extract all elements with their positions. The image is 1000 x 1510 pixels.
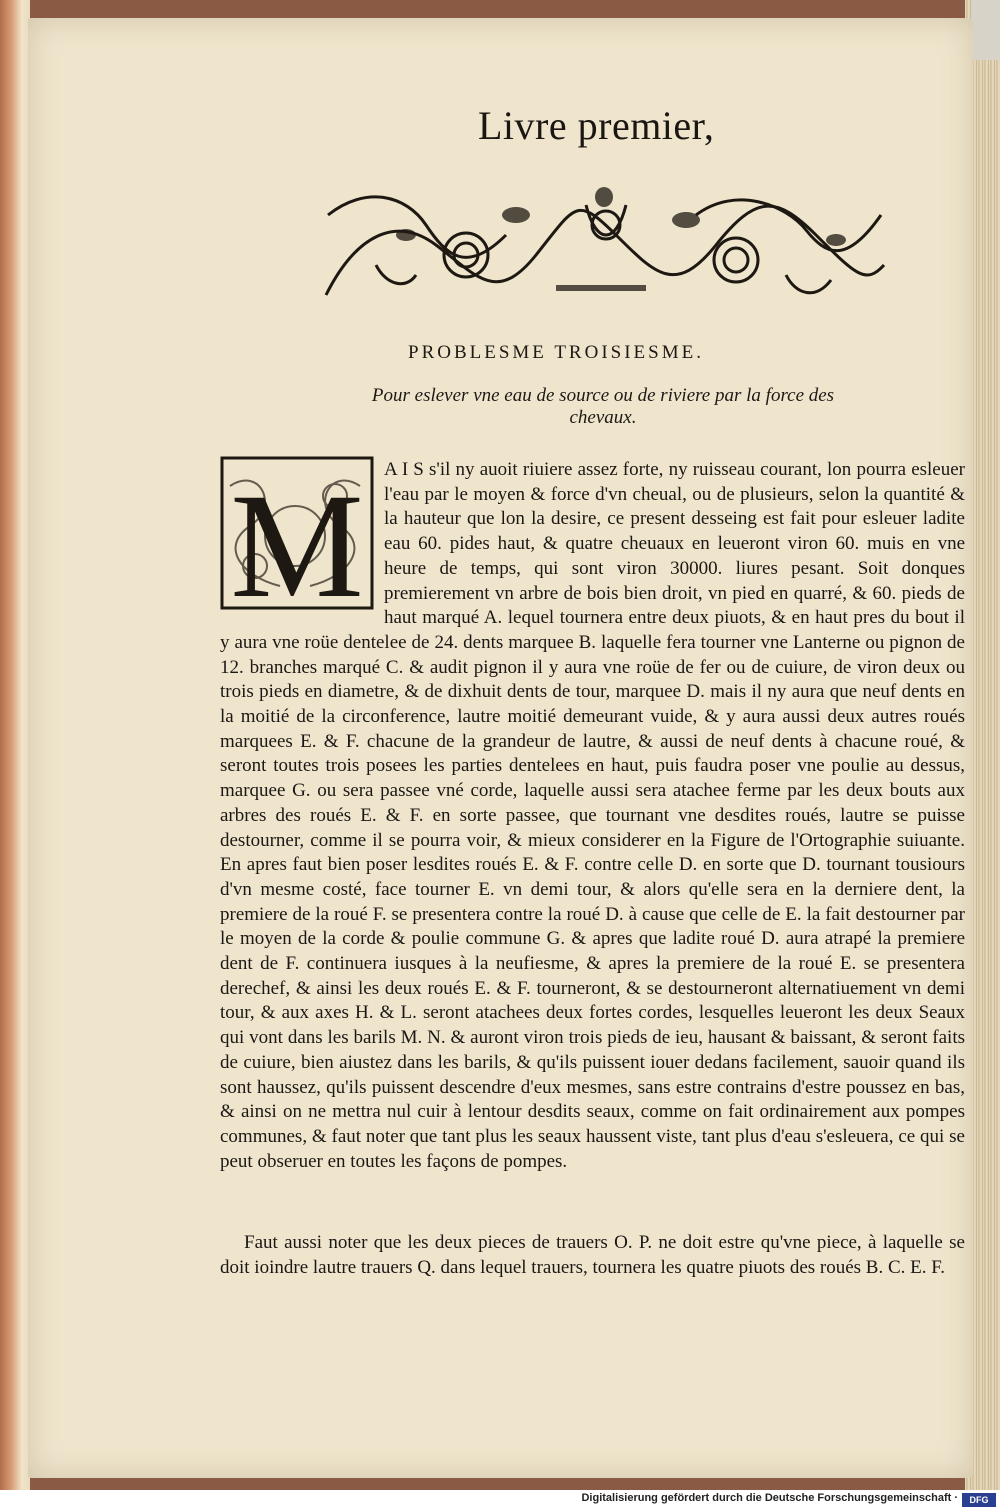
dfg-logo: DFG bbox=[962, 1493, 996, 1507]
book-page bbox=[28, 18, 973, 1478]
body-paragraph bbox=[220, 458, 965, 1174]
digitization-footer bbox=[0, 1490, 1000, 1510]
second-paragraph: Faut aussi noter que les deux pieces de trauers O. P. ne doit estre qu'vne piece, à laquelle se doit ioindre lautre trauers Q. dans lequel trauers, tournera les quatre piuots des roués B. C. E. F. bbox=[220, 1232, 965, 1278]
body-continuation: piuots, & en haut pres du bout il y aura vne roüe dentelee de 24. dents marquee B. laquelle fera tourner vne Lanterne ou pignon de 12. branches marqué C. & audit pignon il y aura vne roüe de fer ou de cuiure, de viron deux ou trois pieds en diametre, & de dixhuit dents de tour, marquee D. mais il ny aura que neuf dents en la moitié de la circonference, lautre moitié demeurant vuide, & y aura aussi deux autres roués marquees E. & F. chacune de la grandeur de lautre, & aussi de neuf dents à chacune roué, & seront toutes trois posees les parties dentelees en haut, puis faudra poser vne poulie au dessus, marquee G. ou sera passee vné corde, laquelle aussi sera atachee ferme par les deux bouts aux arbres des roués E. & F. en sorte passee, que tournant vne desdites roués, lautre se puisse destourner, comme il se pourra voir, & mieux considerer en la Figure de l'Ortographie suiuante. En apres faut bien poser lesdites roués E. & F. contre celle D. en sorte que D. tournant tousiours d'vn mesme costé, face tourner E. vn demi tour, & alors qu'elle sera en la derniere dent, la premiere de la roué F. se presentera contre la roué D. à cause que celle de E. la fait destourner par le moyen de la corde & poulie commune G. & apres que ladite roué D. aura atrapé la premiere dent de F. continuera iusques à la neufiesme, & apres la premiere de la roué E. se presentera derechef, & ainsi les deux roués E. & F. tourneront, & se destourneront alternatiuement vn demi tour, & aux axes H. & L. seront atachees deux fortes cordes, lesquelles leueront les deux Seaux qui vont dans les barils M. N. & auront viron trois pieds de ieu, hausant & baissant, & seront faits de cuiure, bien aiustez dans les barils, & qu'ils puissent iouer dedans facilement, sauoir quand ils sont haussez, qu'ils puissent descendre d'eux mesmes, sans estre contrains d'estre poussez en bas, & ainsi on ne mettra nul cuir à lentour desdits seaux, comme on fait ordinairement aux pompes communes, & faut noter que tant plus les seaux haussent viste, tant plus d'eau s'esleuera, ce qui se peut obseruer en toutes les façons de pompes. bbox=[220, 607, 965, 1172]
drop-cap-box bbox=[220, 456, 378, 616]
body-opening: A I S s'il ny auoit riuiere assez forte, ny ruisseau courant, lon pourra esleuer l'eau par le moyen & force d'vn cheual, ou de plusieurs, selon la quantité & la hauteur que lon la desire, ce present desseing est fait pour esleuer ladite eau 60. pides haut, & quatre cheuaux en leueront viron 60. muis en vne heure de temps, qui sont viron 30000. liures pesant. Soit donques premierement vn arbre de bois bien droit, vn pied en quarré, & 60. pieds de haut marqué A. lequel tournera entre deux bbox=[384, 459, 965, 629]
book-binding-edge bbox=[0, 0, 30, 1490]
running-head: Livre premier, bbox=[478, 103, 715, 148]
library-label bbox=[971, 0, 1000, 60]
drop-cap-initial bbox=[220, 456, 378, 616]
ornamental-headpiece bbox=[316, 175, 891, 313]
problem-heading: PROBLESME TROISIESME. bbox=[408, 342, 704, 363]
svg-text:M: M bbox=[230, 463, 364, 616]
dfg-credit: Digitalisierung gefördert durch die Deutsche Forschungsgemeinschaft · bbox=[581, 1492, 958, 1504]
problem-subtitle: Pour eslever vne eau de source ou de riviere par la force des chevaux. bbox=[371, 385, 835, 428]
